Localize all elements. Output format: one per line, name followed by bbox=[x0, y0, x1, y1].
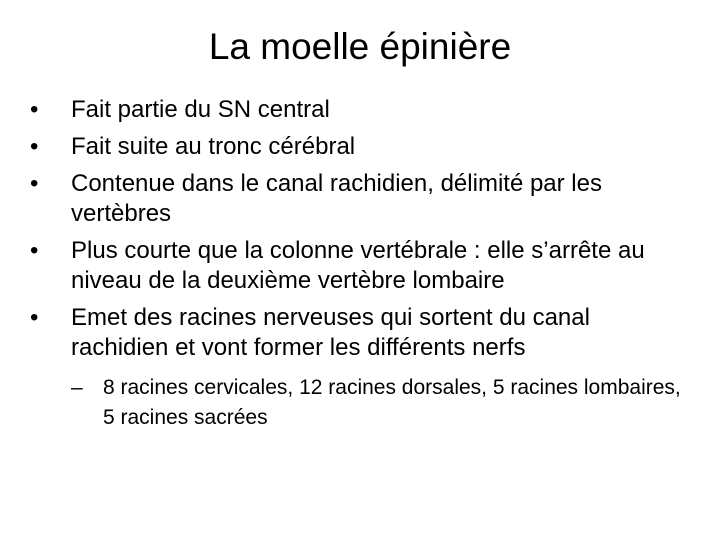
bullet-item bbox=[30, 169, 690, 229]
bullet-marker: • bbox=[30, 96, 39, 123]
sub-bullet-item bbox=[71, 373, 690, 433]
sub-bullet-marker: – bbox=[71, 376, 83, 399]
bullet-marker: • bbox=[30, 237, 39, 264]
sub-bullet-list bbox=[71, 373, 690, 433]
slide-title: La moelle épinière bbox=[208, 26, 512, 67]
bullet-marker: • bbox=[30, 304, 39, 331]
bullet-marker: • bbox=[30, 170, 39, 197]
bullet-item bbox=[30, 303, 690, 433]
bullet-text: Emet des racines nerveuses qui sortent du canal rachidien et vont former les différents nerfs bbox=[71, 304, 590, 361]
bullet-item bbox=[30, 132, 690, 162]
bullet-text: Fait suite au tronc cérébral bbox=[71, 133, 356, 160]
bullet-item bbox=[30, 95, 690, 125]
bullet-item bbox=[30, 236, 690, 296]
bullet-text: Contenue dans le canal rachidien, délimité par les vertèbres bbox=[71, 170, 602, 227]
bullet-text: Plus courte que la colonne vertébrale : elle s’arrête au niveau de la deuxième vertèbre lombaire bbox=[71, 237, 645, 294]
bullet-marker: • bbox=[30, 133, 39, 160]
bullet-text: Fait partie du SN central bbox=[71, 96, 330, 123]
sub-bullet-text: 8 racines cervicales, 12 racines dorsales, 5 racines lombaires, 5 racines sacrées bbox=[103, 376, 681, 429]
bullet-list bbox=[30, 95, 690, 440]
